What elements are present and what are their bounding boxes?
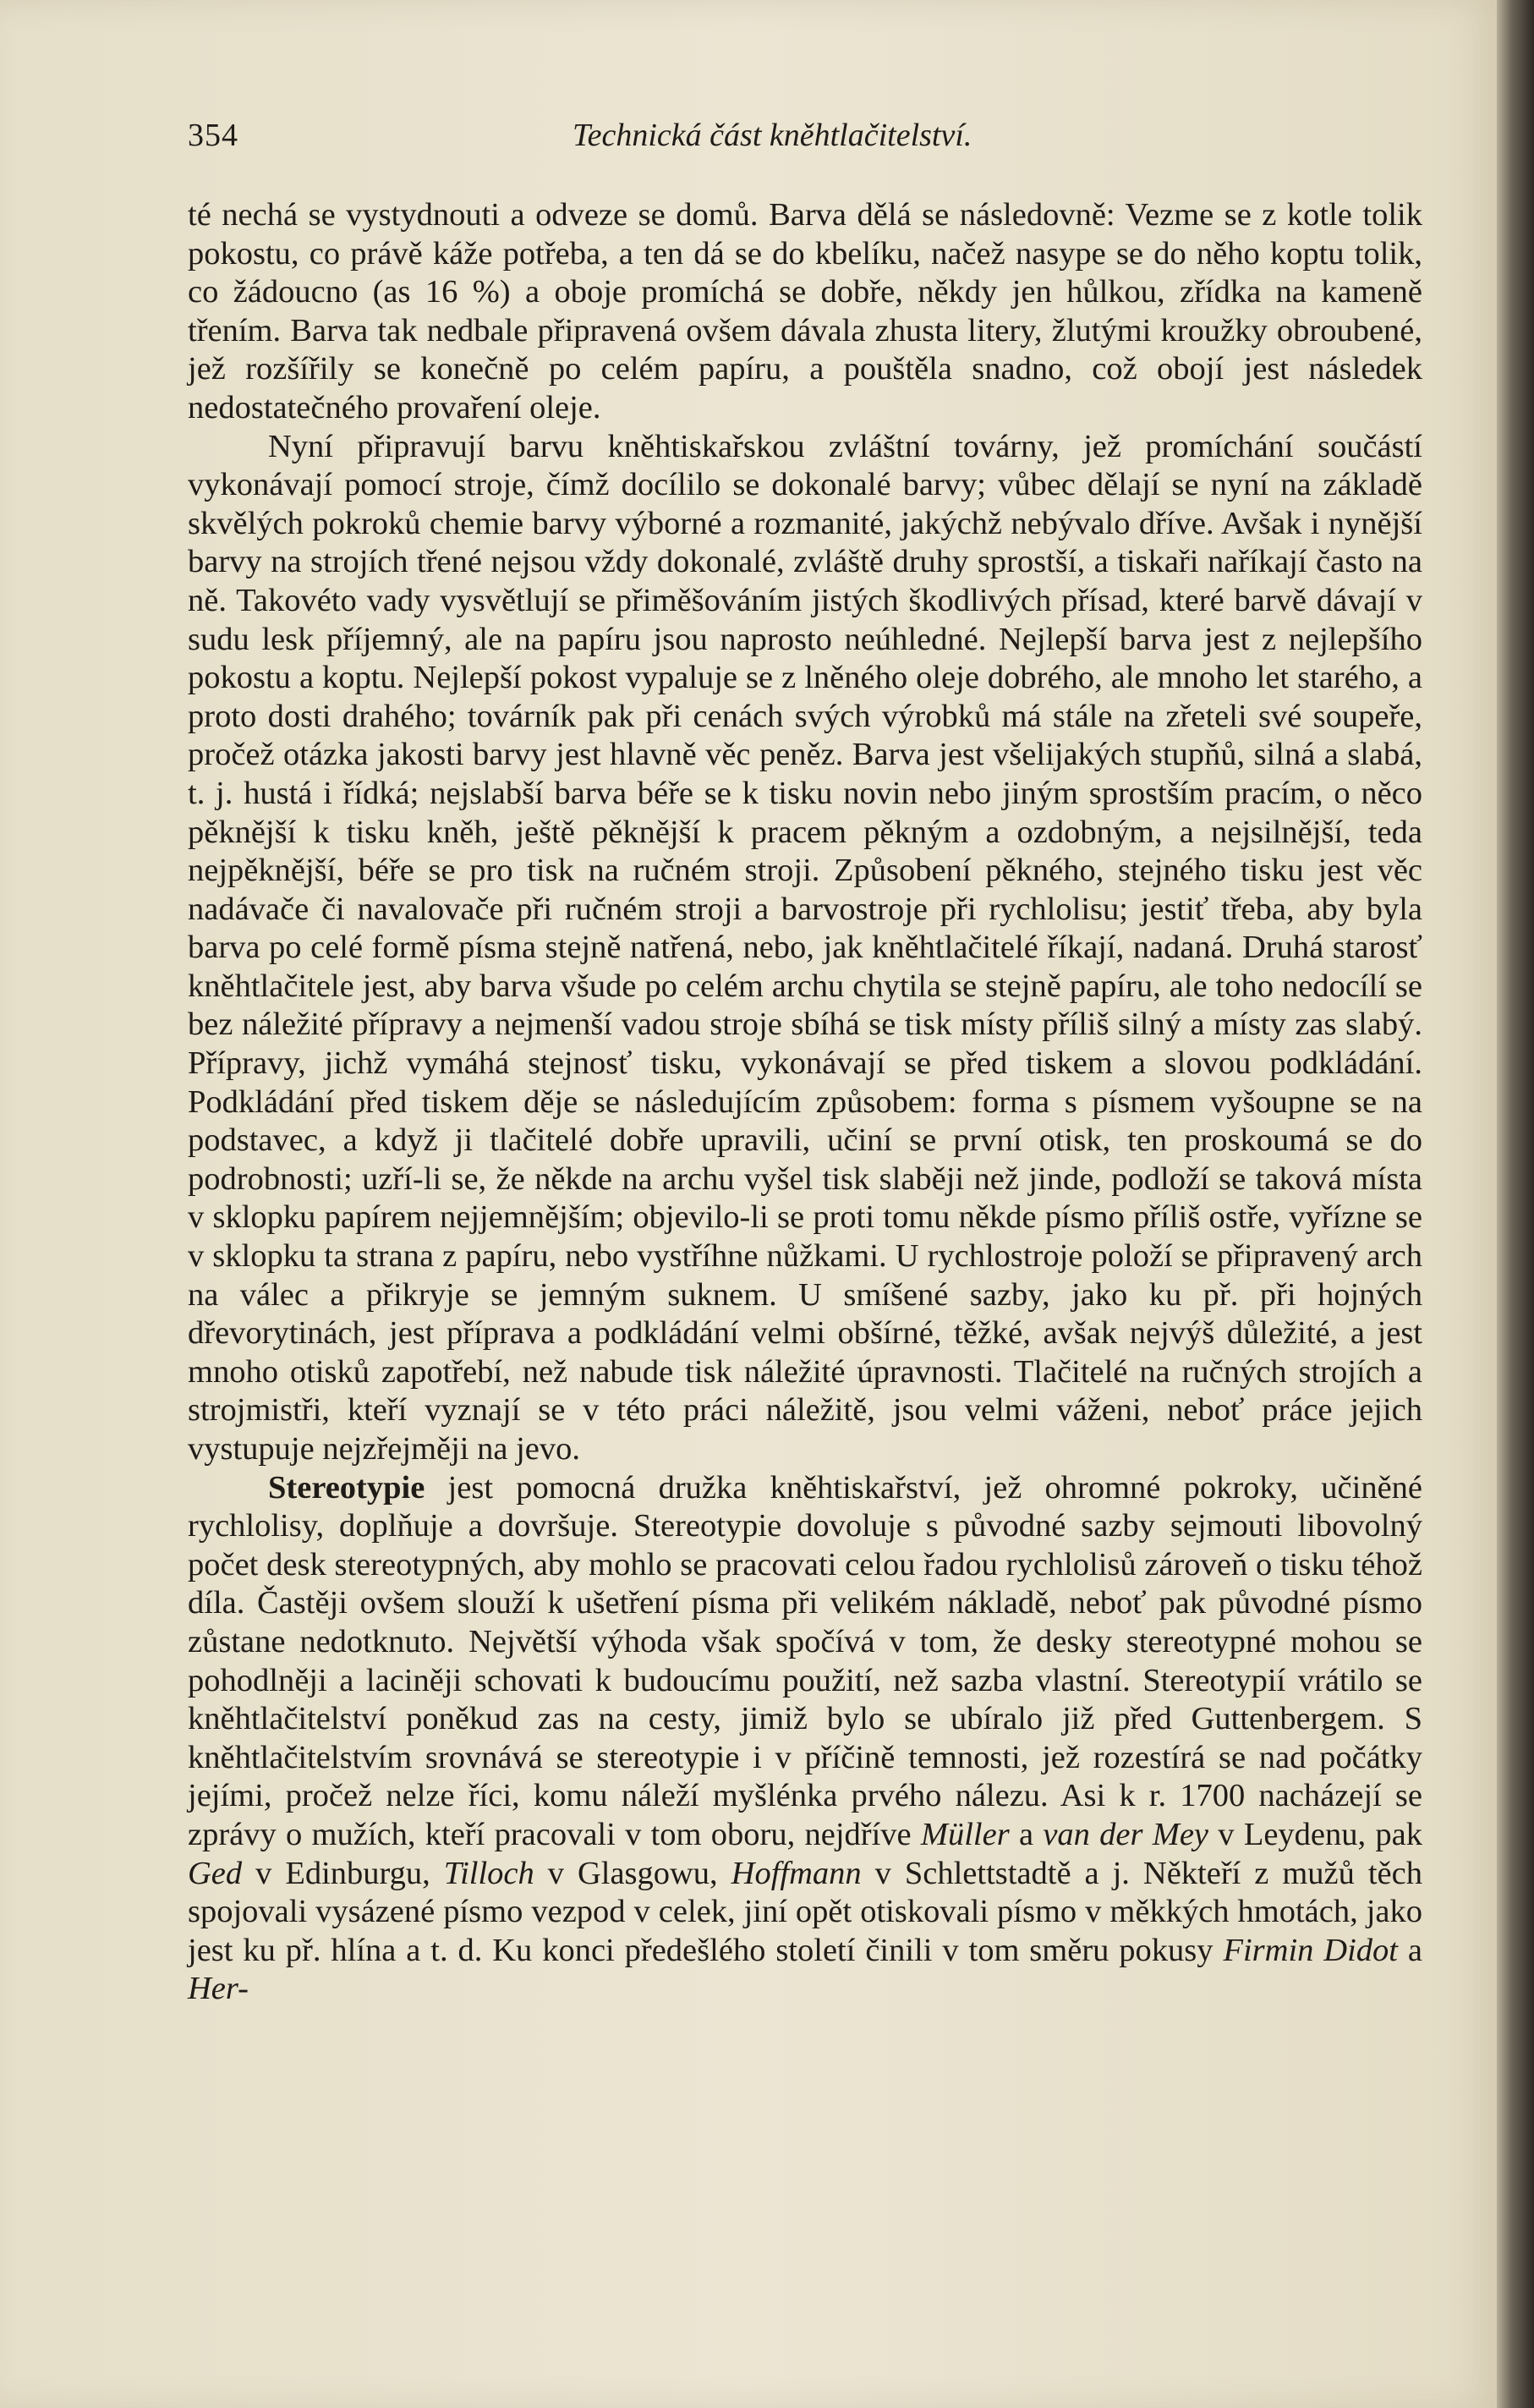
person-name: Ged [188,1855,243,1891]
paragraph-text: a [1009,1816,1044,1852]
person-name: Firmin Didot [1223,1932,1398,1968]
person-name: Her- [188,1971,249,2007]
term-stereotypie: Stereotypie [268,1469,425,1506]
page-number: 354 [188,118,238,153]
paragraph-text: v Edinburgu, [242,1855,444,1891]
paragraph-stereotypie [188,1469,1422,2009]
page-edge-shadow [1497,0,1534,2408]
person-name: Tilloch [443,1855,534,1891]
paragraph-text: a [1397,1932,1422,1968]
running-head: Technická část kněhtlačitelství. [573,118,972,153]
page-header [188,117,1422,159]
paragraph-ink-preparation: té nechá se vystydnouti a odveze se domů. Barva dělá se následovně: Vezme se z kotle tolik pokostu, co právě káže potřeba, a ten dá se do kbelíku, načež nasype se do něho koptu tolik, co žádoucno (as 16 %) a oboje promíchá se dobře, někdy jen hůlkou, zřídka na kameně třením. Barva tak nedbale připravená ovšem dávala zhusta litery, žlutými kroužky obroubené, jež rozšířily se konečně po celém papíru, a pouštěla snadno, což obojí jest následek nedostatečného provaření oleje. [188,197,1422,425]
paragraph-text: v Schlettstadtě a j. Někteří z mužů těch spojovali vysázené písmo vezpod v celek, jiní opět otiskovali písmo v měkkých hmotách, jako jest ku př. hlína a t. d. Ku konci předešlého století činili v tom směru pokusy [188,1855,1422,1968]
paragraph-text: v Glasgowu, [534,1855,731,1891]
person-name: van der Mey [1043,1816,1209,1852]
body-text [188,196,1422,2009]
person-name: Hoffmann [731,1855,862,1891]
paragraph-text: jest pomocná družka kněhtiskařství, jež ohromné pokroky, učiněné rychlolisy, doplňuje a dovršuje. Stereotypie dovoluje s původné sazby sejmouti libovolný počet desk stereotypných, aby mohlo se pracovati celou řadou rychlolisů zároveň o tisku téhož díla. Častěji ovšem slouží k ušetření písma při velikém nákladě, neboť pak původné písmo zůstane nedotknuto. Největší výhoda však spočívá v tom, že desky stereotypné mohou se pohodlněji a laciněji schovati k budoucímu použití, než sazba vlastní. Stereotypií vrátilo se kněhtlačitelství poněkud zas na cesty, jimiž bylo se ubíralo již před Guttenbergem. S kněhtlačitelstvím srovnává se stereotypie i v příčině temnosti, jež rozestírá se nad počátky jejími, pročež nelze říci, komu náleží myšlénka prvého nálezu. Asi k r. 1700 nacházejí se zprávy o mužích, kteří pracovali v tom oboru, nejdříve [188,1469,1422,1852]
paragraph-factory-ink: Nyní připravují barvu kněhtiskařskou zvláštní továrny, jež promíchání součástí vykonávají pomocí stroje, čímž docílilo se dokonalé barvy; vůbec dělají se nyní na základě skvělých pokroků chemie barvy výborné a rozmanité, jakýchž nebývalo dříve. Avšak i nynější barvy na strojích třené nejsou vždy dokonalé, zvláště druhy sprostší, a tiskaři naříkají často na ně. Takovéto vady vysvětlují se přiměšováním jistých škodlivých přísad, které barvě dávají v sudu lesk příjemný, ale na papíru jsou naprosto neúhledné. Nejlepší barva jest z nejlepšího pokostu a koptu. Nejlepší pokost vypaluje se z lněného oleje dobrého, ale mnoho let starého, a proto dosti drahého; továrník pak při cenách svých výrobků má stále na zřeteli své soupeře, pročež otázka jakosti barvy jest hlavně věc peněz. Barva jest všelijakých stupňů, silná a slabá, t. j. hustá i řídká; nejslabší barva béře se k tisku novin nebo jiným sprostším pracím, o něco pěknější k tisku kněh, ještě pěknější k pracem pěkným a ozdobným, a nejsilnější, teda nejpěknější, béře se pro tisk na ručném stroji. Způsobení pěkného, stejného tisku jest věc nadávače či navalovače při ručném stroji a barvostroje při rychlolisu; jestiť třeba, aby byla barva po celé formě písma stejně natřená, nebo, jak kněhtlačitelé říkají, nadaná. Druhá starosť kněhtlačitele jest, aby barva všude po celém archu chytila se stejně papíru, ale toho nedocílí se bez náležité přípravy a nejmenší vadou stroje sbíhá se tisk místy příliš silný a místy zas slabý. Přípravy, jichž vymáhá stejnosť tisku, vykonávají se před tiskem a slovou podkládání. Podkládání před tiskem děje se následujícím způsobem: forma s písmem vyšoupne se na podstavec, a když ji tlačitelé dobře upravili, učiní se první otisk, ten proskoumá se do podrobnosti; uzří-li se, že někde na archu vyšel tisk slaběji než jinde, podloží se taková místa v sklopku papírem nejjemnějším; objevilo-li se proti tomu někde písmo příliš ostře, vyřízne se v sklopku ta strana z papíru, nebo vystříhne nůžkami. U rychlostroje položí se připravený arch na válec a přikryje se jemným suknem. U smíšené sazby, jako ku př. při hojných dřevorytinách, jest příprava a podkládání velmi obšírné, těžké, avšak nejvýš důležité, a jest mnoho otisků zapotřebí, než nabude tisk náležité úpravnosti. Tlačitelé na ručných strojích a strojmistři, kteří vyznají se v této práci náležitě, jsou velmi váženi, neboť práce jejich vystupuje nejzřejměji na jevo. [188,428,1422,1467]
paragraph-text: v Leydenu, pak [1208,1816,1422,1852]
person-name: Müller [920,1816,1010,1852]
